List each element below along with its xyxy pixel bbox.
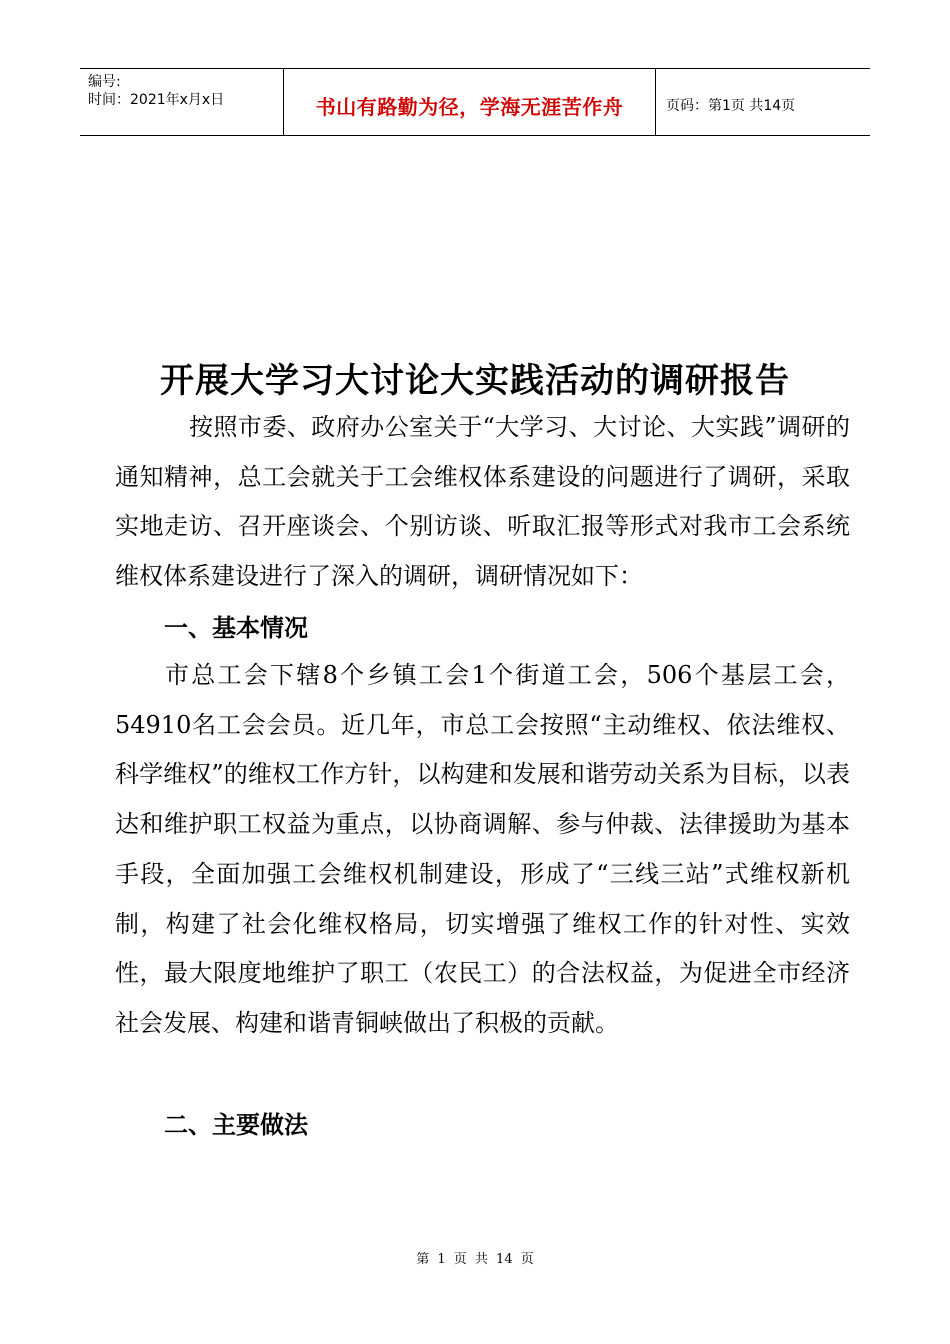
document-title: 开展大学习大讨论大实践活动的调研报告 — [160, 361, 790, 401]
paragraph-intro: 按照市委、政府办公室关于“大学习、大讨论、大实践”调研的通知精神，总工会就关于工会维权体系建设的问题进行了调研，采取实地走访、召开座谈会、个别访谈、听取汇报等形式对我市工会系统维权体系建设进行了深入的调研，调研情况如下： — [115, 413, 850, 591]
paragraph-basic-situation: 市总工会下辖8个乡镇工会1个街道工会，506个基层工会，54910名工会会员。近几年，市总工会按照“主动维权、依法维权、科学维权”的维权工作方针，以构建和发展和谐劳动关系为目标，以表达和维护职工权益为重点，以协商调解、参与仲裁、法律援助为基本手段，全面加强工会维权机制建设，形成了“三线三站”式维权新机制，构建了社会化维权格局，切实增强了维权工作的针对性、实效性，最大限度地维护了职工（农民工）的合法权益，为促进全市经济社会发展、构建和谐青铜峡做出了积极的贡献。 — [115, 661, 850, 1037]
header-table — [80, 68, 870, 136]
time-label: 时间：2021年x月x日 — [88, 92, 225, 108]
header-meta-cell — [80, 69, 283, 135]
number-label: 编号: — [88, 74, 121, 90]
page-footer: 第 1 页 共 14 页 — [416, 1252, 534, 1267]
section-heading-methods: 二、主要做法 — [164, 1110, 308, 1139]
header-page-cell — [656, 69, 870, 135]
page-code: 页码：第1页 共14页 — [666, 98, 796, 114]
motto: 书山有路勤为径，学海无涯苦作舟 — [315, 95, 624, 119]
header-motto-cell — [283, 69, 656, 135]
section-heading-basic: 一、基本情况 — [164, 613, 308, 642]
